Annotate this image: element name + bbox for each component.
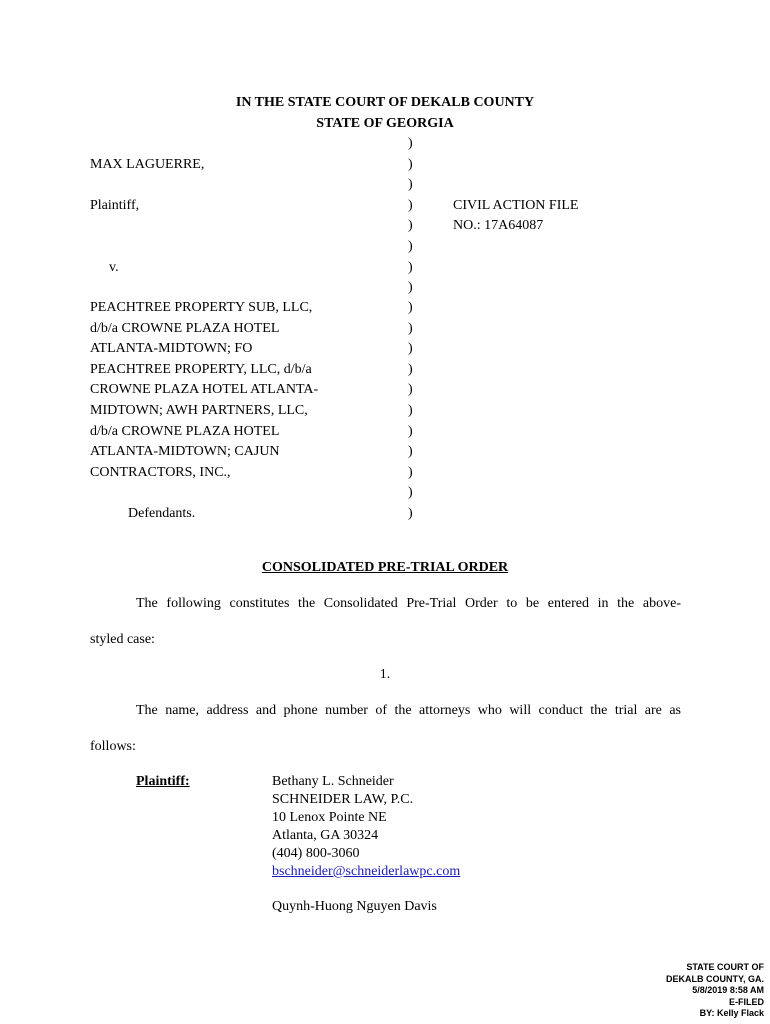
defendant-line: CROWNE PLAZA HOTEL ATLANTA-: [90, 382, 319, 397]
stamp-line: DEKALB COUNTY, GA.: [665, 973, 764, 984]
intro-paragraph-line2: styled case:: [90, 632, 155, 647]
plaintiff-name: MAX LAGUERRE,: [90, 157, 205, 172]
case-number: NO.: 17A64087: [453, 218, 544, 233]
second-attorney-name: Quynh-Huong Nguyen Davis: [272, 899, 437, 914]
stamp-line: STATE COURT OF: [686, 962, 764, 972]
plaintiff-counsel-label: Plaintiff:: [136, 774, 190, 789]
section-paragraph-line2: follows:: [90, 739, 136, 754]
caption-parenthesis: ): [408, 218, 413, 233]
caption-parenthesis: ): [408, 239, 413, 254]
order-title: [0, 560, 770, 576]
versus-label: v.: [109, 260, 119, 275]
caption-parenthesis: ): [408, 157, 413, 172]
defendant-line: PEACHTREE PROPERTY SUB, LLC,: [90, 300, 313, 315]
plaintiff-role: Plaintiff,: [90, 198, 140, 213]
defendant-line: d/b/a CROWNE PLAZA HOTEL: [90, 321, 280, 336]
defendant-line: CONTRACTORS, INC.,: [90, 465, 231, 480]
intro-paragraph-line1: The following constitutes the Consolidated Pre-Trial Order to be entered in the above-: [136, 596, 681, 611]
caption-parenthesis: ): [408, 321, 413, 336]
caption-parenthesis: ): [408, 382, 413, 397]
defendant-line: d/b/a CROWNE PLAZA HOTEL: [90, 424, 280, 439]
caption-parenthesis: ): [408, 362, 413, 377]
stamp-line: BY: Kelly Flack: [699, 1008, 764, 1018]
defendant-line: MIDTOWN; AWH PARTNERS, LLC,: [90, 403, 308, 418]
efile-stamp: [666, 962, 764, 1020]
caption-parenthesis: ): [408, 485, 413, 500]
attorney-email-link[interactable]: bschneider@schneiderlawpc.com: [272, 864, 461, 879]
civil-action-label: CIVIL ACTION FILE: [453, 198, 579, 213]
caption-parenthesis: ): [408, 506, 413, 521]
caption-parenthesis: ): [408, 260, 413, 275]
caption-parenthesis: ): [408, 300, 413, 315]
caption-parenthesis: ): [408, 341, 413, 356]
stamp-line: E-FILED: [729, 996, 764, 1007]
attorney-street: 10 Lenox Pointe NE: [272, 810, 387, 825]
attorney-city: Atlanta, GA 30324: [272, 828, 379, 843]
caption-parenthesis: ): [408, 136, 413, 151]
section-paragraph-line1: The name, address and phone number of the attorneys who will conduct the trial are as: [136, 703, 681, 718]
court-heading: IN THE STATE COURT OF DEKALB COUNTY: [235, 95, 535, 110]
defendant-line: PEACHTREE PROPERTY, LLC, d/b/a: [90, 362, 312, 377]
stamp-line: 5/8/2019 8:58 AM: [692, 985, 764, 995]
caption-parenthesis: ): [408, 177, 413, 192]
caption-parenthesis: ): [408, 465, 413, 480]
attorney-phone: (404) 800-3060: [272, 846, 360, 861]
caption-parenthesis: ): [408, 198, 413, 213]
caption-parenthesis: ): [408, 424, 413, 439]
caption-parenthesis: ): [408, 403, 413, 418]
caption-parenthesis: ): [408, 444, 413, 459]
caption-parenthesis: ): [408, 280, 413, 295]
defendants-role: Defendants.: [128, 506, 196, 521]
defendant-line: ATLANTA-MIDTOWN; FO: [90, 341, 253, 356]
section-number: 1.: [379, 667, 391, 682]
attorney-firm: SCHNEIDER LAW, P.C.: [272, 792, 414, 807]
state-heading: STATE OF GEORGIA: [316, 116, 454, 131]
attorney-name: Bethany L. Schneider: [272, 774, 394, 789]
order-title-text: CONSOLIDATED PRE-TRIAL ORDER: [261, 560, 509, 575]
defendant-line: ATLANTA-MIDTOWN; CAJUN: [90, 444, 280, 459]
